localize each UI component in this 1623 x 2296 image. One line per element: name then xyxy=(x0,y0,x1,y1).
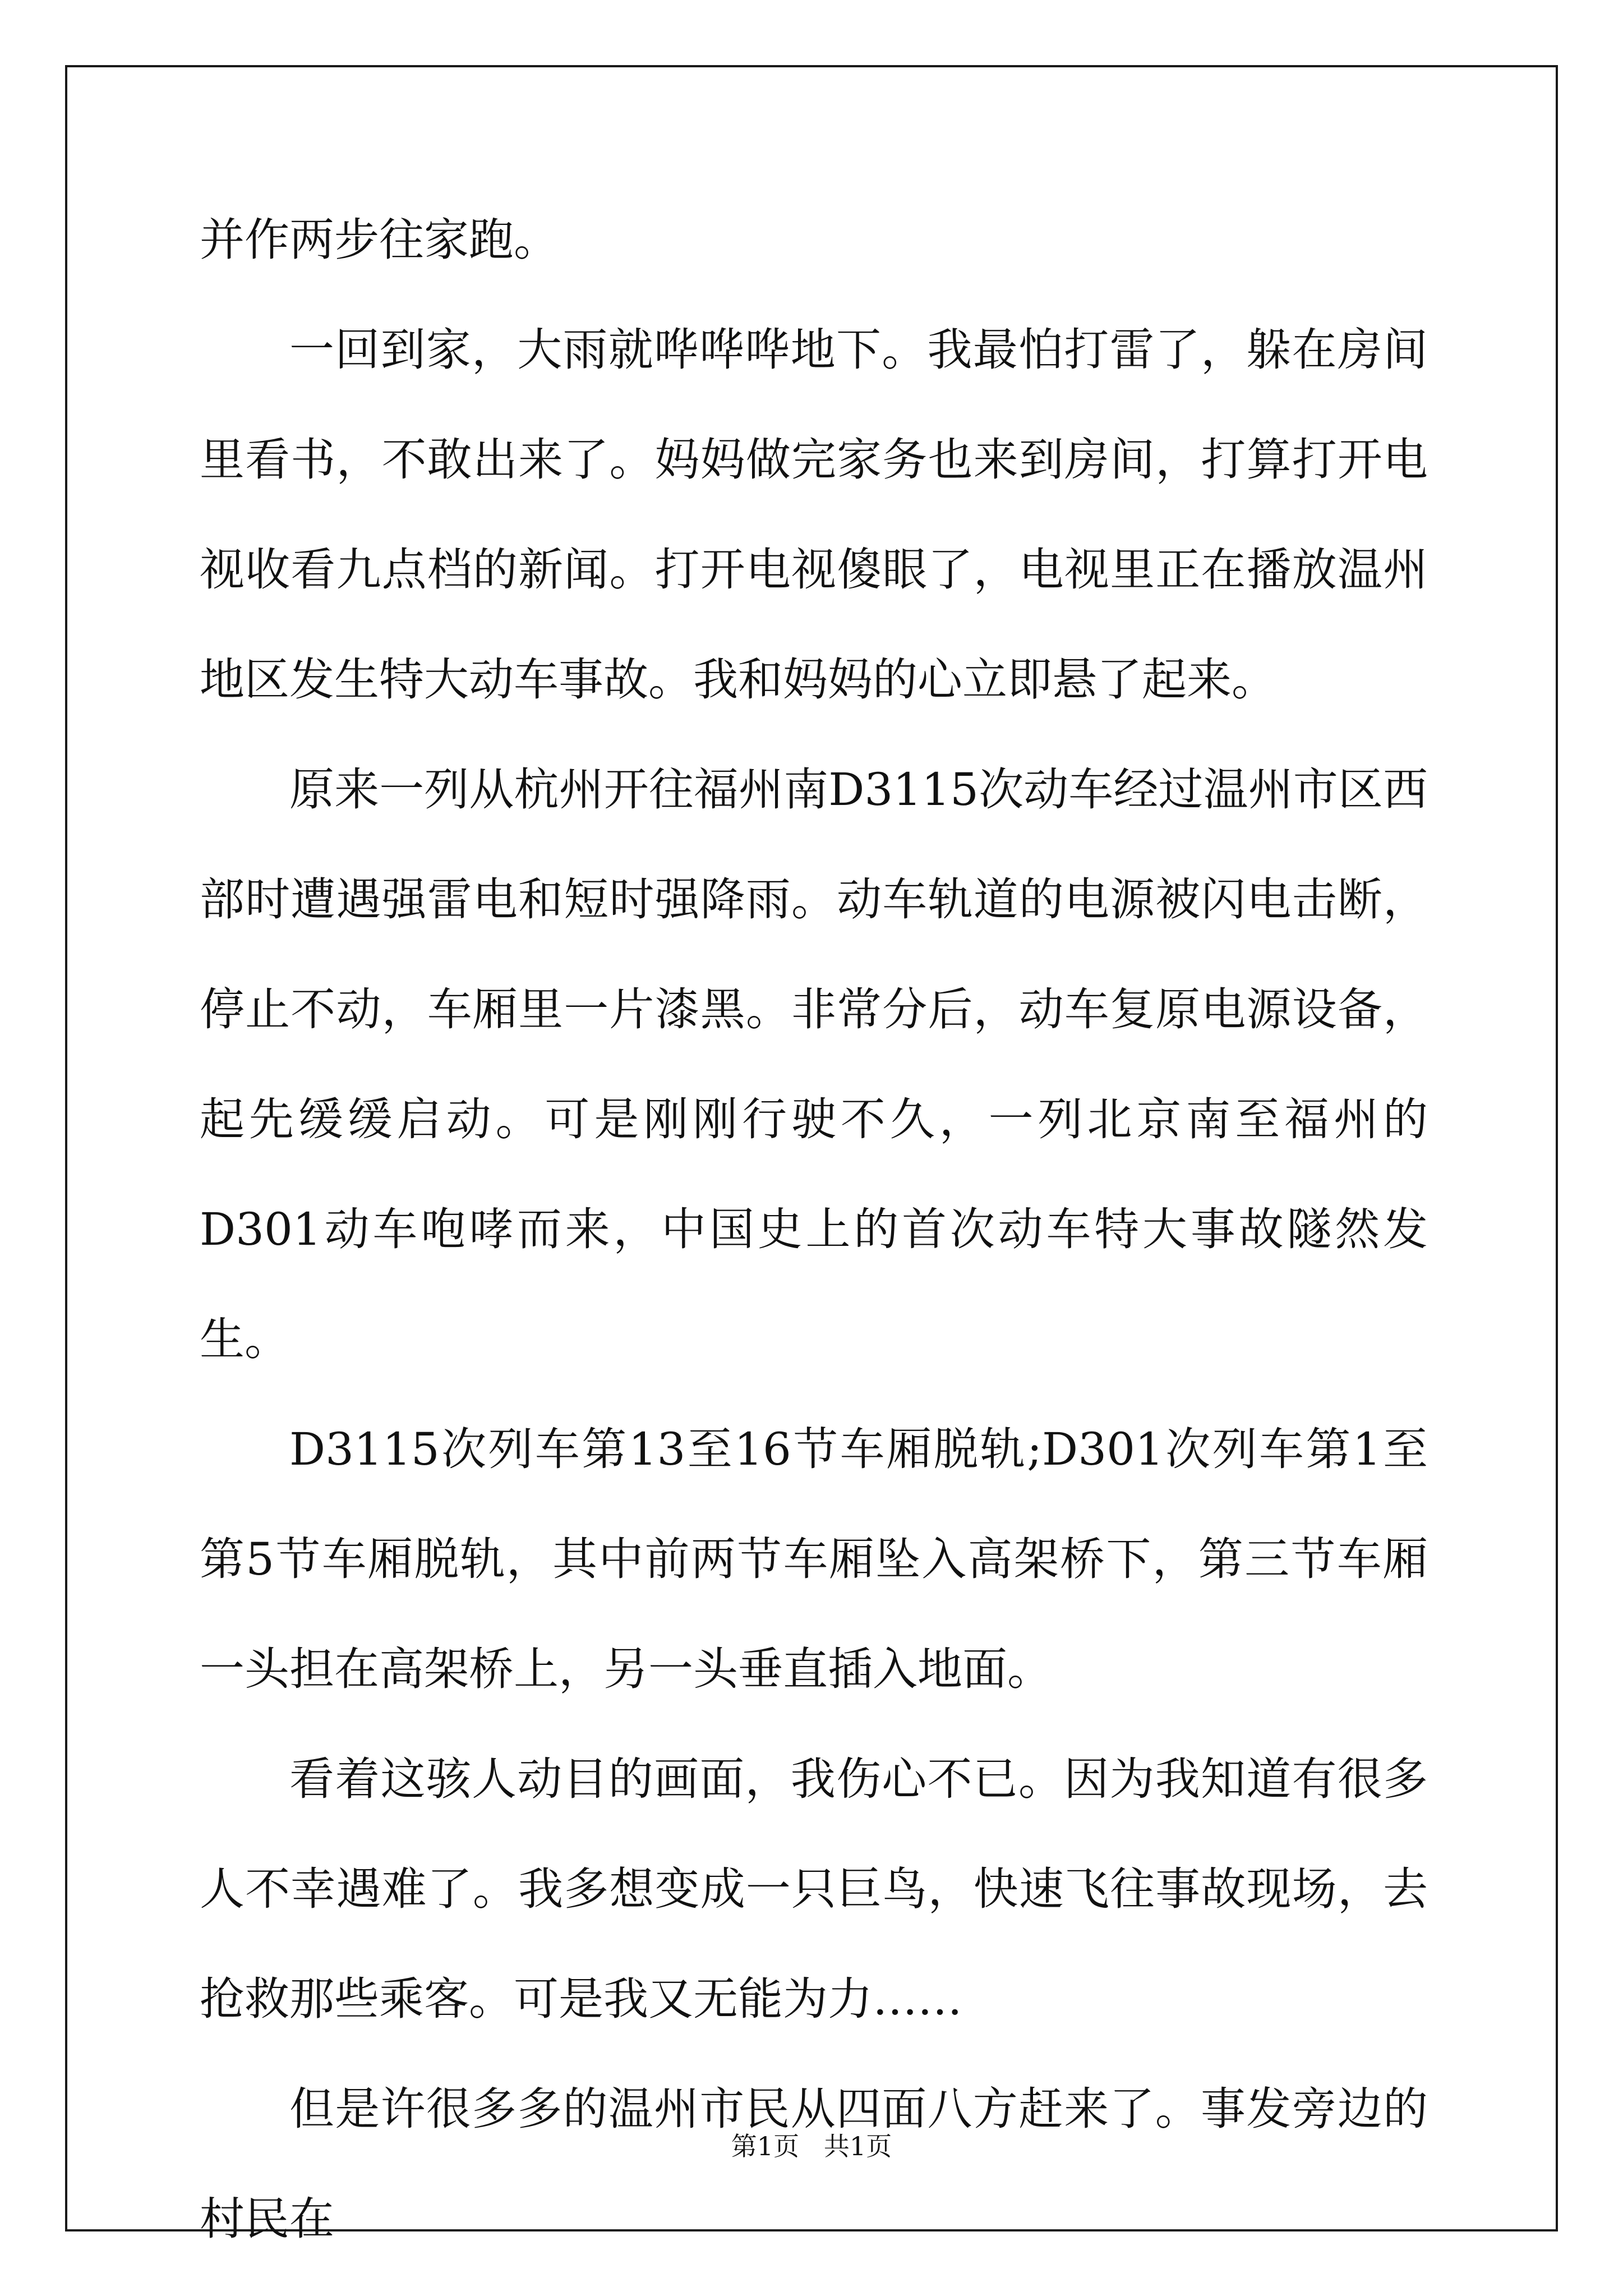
page-footer: 第1页 共1页 xyxy=(731,2131,892,2161)
paragraph: D3115次列车第13至16节车厢脱轨;D301次列车第1至第5节车厢脱轨，其中前两节车厢坠入高架桥下，第三节车厢一头担在高架桥上，另一头垂直插入地面。 xyxy=(200,1423,1428,1695)
paragraph: 但是许很多多的温州市民从四面八方赶来了。事发旁边的村民在 xyxy=(200,2083,1428,2245)
document-body xyxy=(200,185,1428,2274)
paragraph: 一回到家，大雨就哗哗哗地下。我最怕打雷了，躲在房间里看书，不敢出来了。妈妈做完家务也来到房间，打算打开电视收看九点档的新闻。打开电视傻眼了，电视里正在播放温州地区发生特大动车事故。我和妈妈的心立即悬了起来。 xyxy=(200,324,1428,706)
paragraph: 看着这骇人动目的画面，我伤心不已。因为我知道有很多人不幸遇难了。我多想变成一只巨鸟，快速飞往事故现场，去抢救那些乘客。可是我又无能为力…… xyxy=(200,1753,1428,2025)
paragraph: 并作两步往家跑。 xyxy=(200,214,559,266)
paragraph: 原来一列从杭州开往福州南D3115次动车经过温州市区西部时遭遇强雷电和短时强降雨。动车轨道的电源被闪电击断，停止不动，车厢里一片漆黑。非常分后，动车复原电源设备，起先缓缓启动。可是刚刚行驶不久，一列北京南至福州的D301动车咆哮而来，中国史上的首次动车特大事故隧然发生。 xyxy=(200,763,1428,1365)
